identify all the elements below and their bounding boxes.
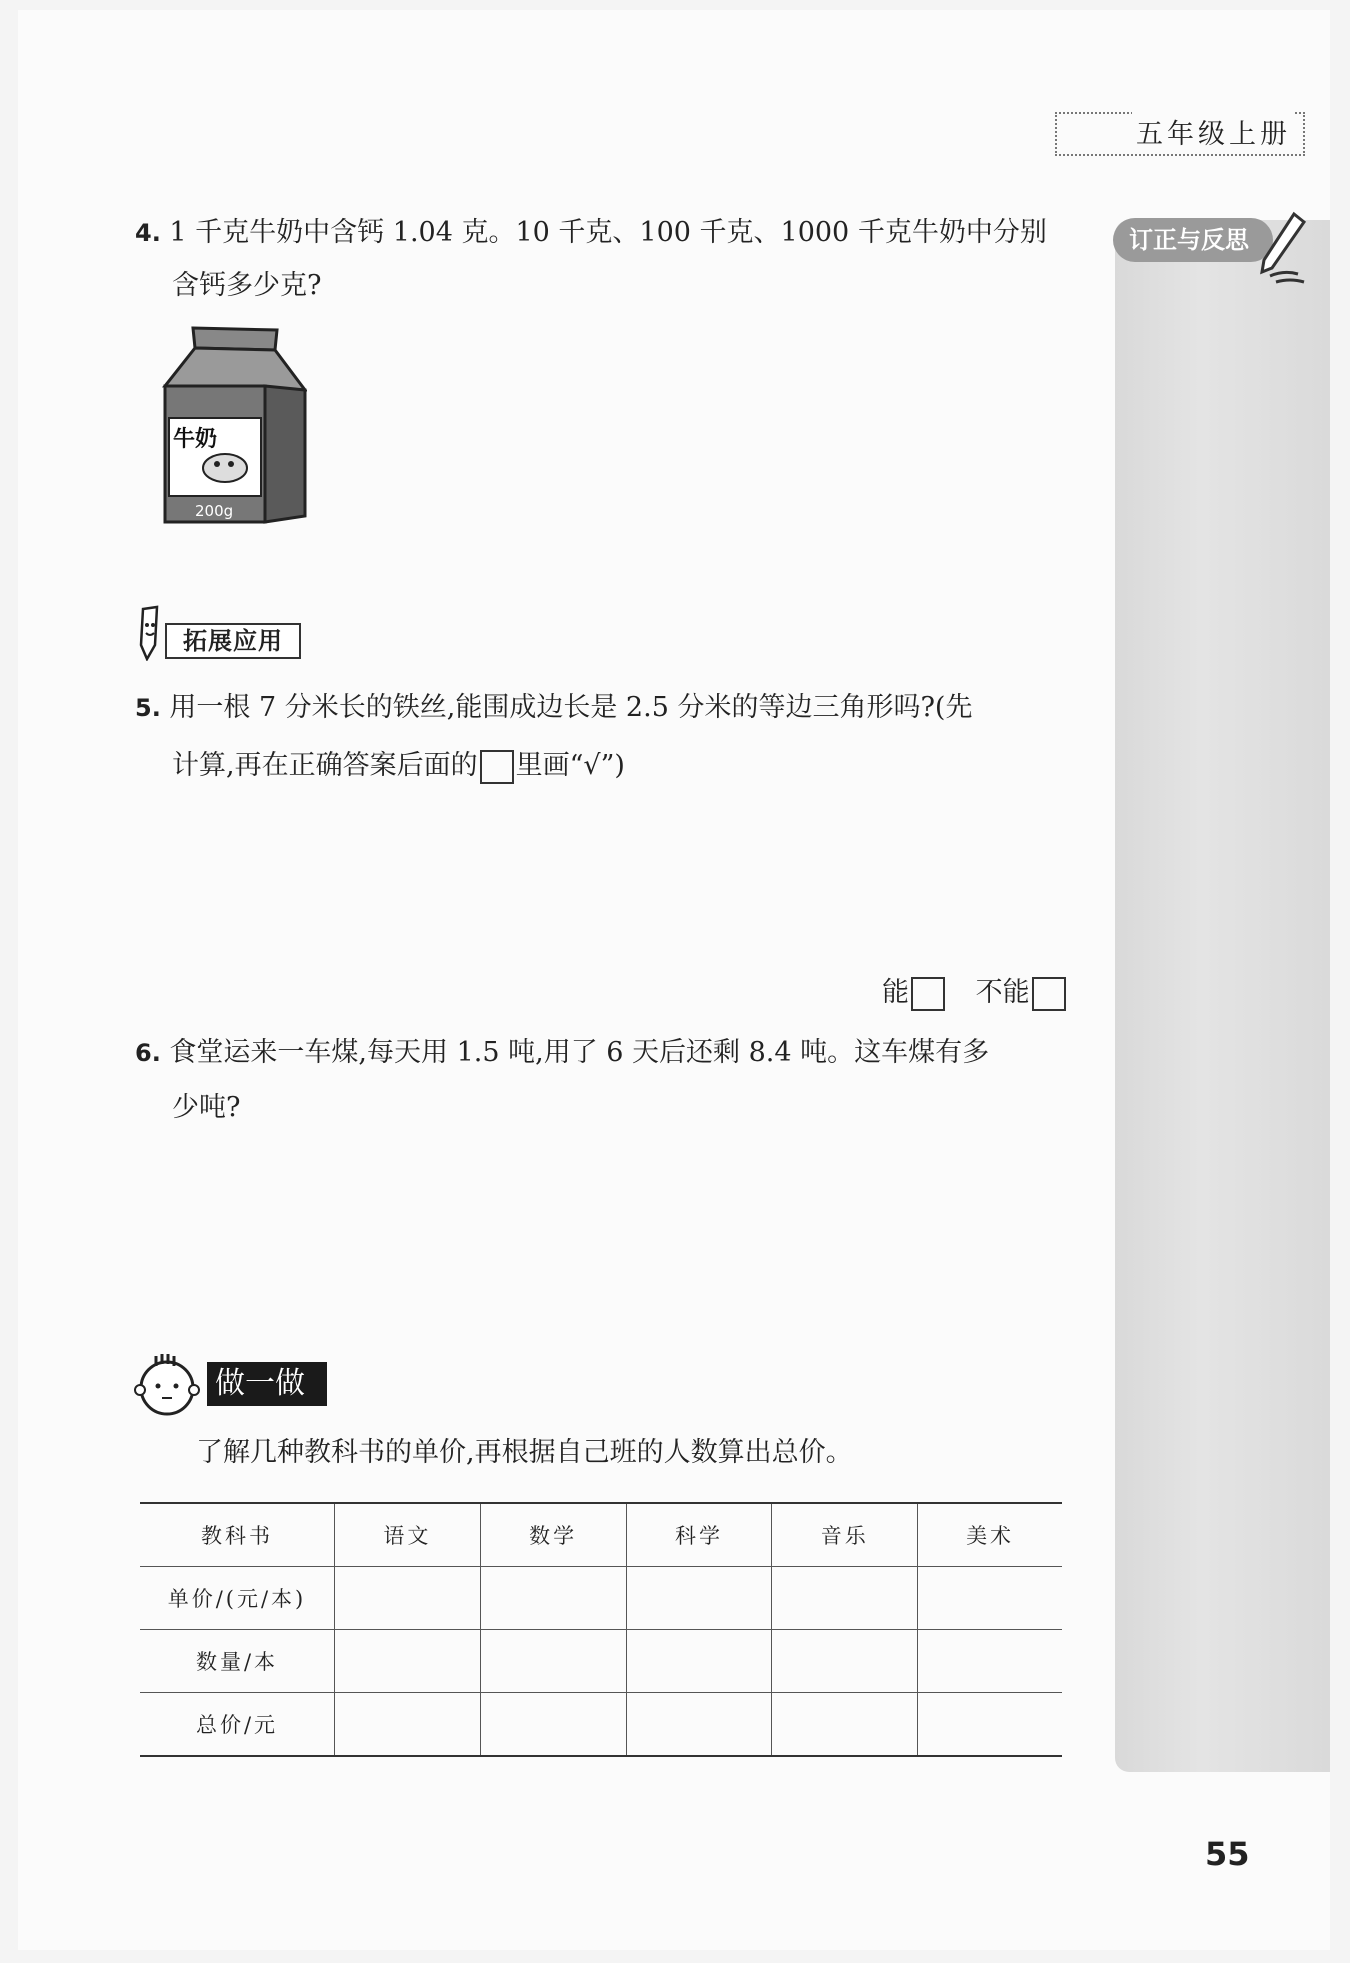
milk-label: 牛奶 [173, 427, 218, 452]
question-number: 5. [135, 694, 161, 722]
activity-title: 做一做 [207, 1362, 327, 1406]
choice-no-box[interactable] [1032, 977, 1066, 1011]
section-title: 拓展应用 [165, 623, 301, 659]
row-label: 总价/元 [140, 1693, 335, 1757]
question-6 [135, 1025, 989, 1081]
table-header: 语文 [335, 1503, 481, 1567]
face-icon [132, 1350, 202, 1420]
sidebar-title: 订正与反思 [1113, 218, 1273, 262]
table-row [140, 1630, 1062, 1693]
table-cell[interactable] [335, 1567, 481, 1630]
answer-box[interactable] [480, 750, 514, 784]
milk-weight: 200g [195, 502, 234, 520]
question-number: 4. [135, 219, 161, 247]
table-cell[interactable] [626, 1567, 772, 1630]
table-cell[interactable] [335, 1630, 481, 1693]
table-header: 数学 [480, 1503, 626, 1567]
grade-label-box [1055, 112, 1305, 156]
choice-yes-label: 能 [882, 977, 909, 1008]
question-4-line2: 含钙多少克? [172, 270, 322, 301]
table-header-row [140, 1503, 1062, 1567]
table-header: 科学 [626, 1503, 772, 1567]
pen-icon [1250, 210, 1310, 290]
question-6-line2: 少吨? [172, 1092, 241, 1123]
table-header: 音乐 [772, 1503, 918, 1567]
question-text: 1 千克牛奶中含钙 1.04 克。10 千克、100 千克、1000 千克牛奶中分别 [169, 217, 1047, 248]
price-table [140, 1502, 1062, 1757]
table-cell[interactable] [480, 1567, 626, 1630]
table-cell[interactable] [626, 1693, 772, 1757]
table-header: 教科书 [140, 1503, 335, 1567]
choice-no-label: 不能 [975, 977, 1030, 1008]
activity-instruction: 了解几种教科书的单价,再根据自己班的人数算出总价。 [196, 1437, 853, 1468]
page-number: 55 [1205, 1835, 1250, 1873]
pencil-icon [135, 605, 165, 661]
question-number: 6. [135, 1039, 161, 1067]
question-4 [135, 205, 1047, 261]
row-label: 数量/本 [140, 1630, 335, 1693]
row-label: 单价/(元/本) [140, 1567, 335, 1630]
question-5 [135, 680, 972, 736]
correction-sidebar [1115, 220, 1330, 1772]
question-5-line2 [172, 738, 625, 794]
question-text: 食堂运来一车煤,每天用 1.5 吨,用了 6 天后还剩 8.4 吨。这车煤有多 [169, 1037, 990, 1068]
table-cell[interactable] [772, 1630, 918, 1693]
answer-choices [862, 970, 1068, 1011]
table-row [140, 1693, 1062, 1757]
table-cell[interactable] [918, 1630, 1062, 1693]
table-header: 美术 [918, 1503, 1062, 1567]
table-cell[interactable] [480, 1693, 626, 1757]
question-text: 里画“√”) [515, 750, 625, 781]
table-cell[interactable] [626, 1630, 772, 1693]
table-row [140, 1567, 1062, 1630]
milk-carton-illustration [155, 320, 307, 540]
choice-yes-box[interactable] [911, 977, 945, 1011]
table-cell[interactable] [918, 1693, 1062, 1757]
question-text: 计算,再在正确答案后面的 [172, 750, 478, 781]
grade-label: 五年级上册 [1132, 112, 1295, 151]
table-cell[interactable] [918, 1567, 1062, 1630]
table-cell[interactable] [335, 1693, 481, 1757]
question-text: 用一根 7 分米长的铁丝,能围成边长是 2.5 分米的等边三角形吗?(先 [169, 692, 973, 723]
table-cell[interactable] [772, 1693, 918, 1757]
table-cell[interactable] [480, 1630, 626, 1693]
table-cell[interactable] [772, 1567, 918, 1630]
